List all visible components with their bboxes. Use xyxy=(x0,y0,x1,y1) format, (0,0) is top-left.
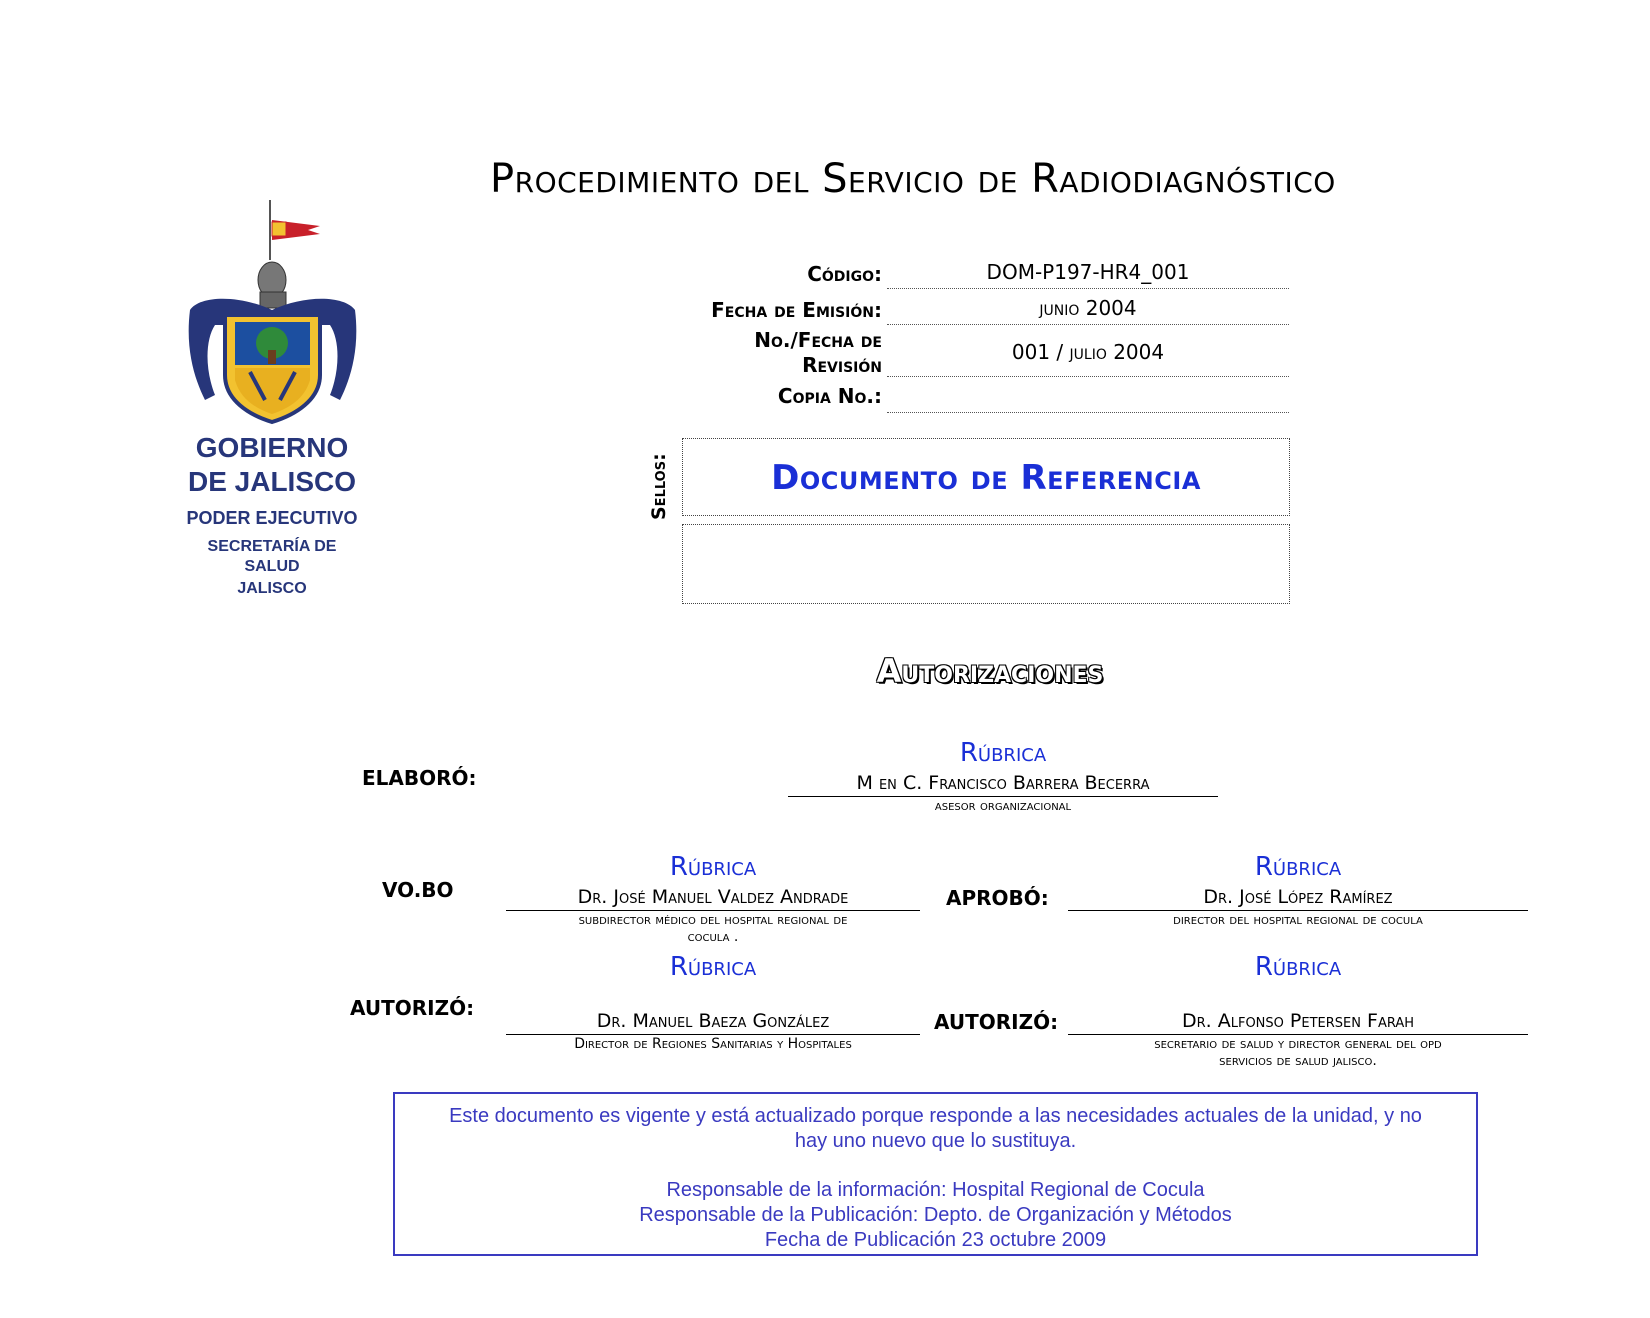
aprobo-signature-line xyxy=(1068,910,1528,911)
logo-text-poder-ejecutivo: PODER EJECUTIVO xyxy=(186,508,358,528)
autorizo-1-signature-line xyxy=(506,1034,920,1035)
government-logo xyxy=(180,200,370,610)
aprobo-name: Dr. José López Ramírez xyxy=(1203,886,1393,908)
aprobo-position: director del hospital regional de cocula xyxy=(1173,912,1423,928)
elaboro-name: M en C. Francisco Barrera Becerra xyxy=(856,772,1150,794)
elaboro-label: ELABORÓ: xyxy=(362,766,477,790)
autorizo-2-signature-line xyxy=(1068,1034,1528,1035)
elaboro-position: asesor organizacional xyxy=(934,798,1072,814)
logo-text-de-jalisco: DE JALISCO xyxy=(187,466,357,497)
logo-text-salud: SALUD xyxy=(244,558,300,575)
revision-underline xyxy=(887,376,1289,377)
coat-of-arms-icon xyxy=(180,200,370,425)
elaboro-rubrica: Rúbrica xyxy=(959,738,1047,768)
autorizo-2-position-line1: secretario de salud y director general del opd xyxy=(1154,1036,1442,1052)
autorizo-1-name: Dr. Manuel Baeza González xyxy=(596,1010,830,1032)
autorizo-1-rubrica: Rúbrica xyxy=(669,952,757,982)
revision-value: 001 / julio 2004 xyxy=(1011,340,1165,364)
fecha-emision-value: junio 2004 xyxy=(1039,296,1137,320)
revision-label-line2: Revisión xyxy=(802,353,882,377)
autorizo-2-name: Dr. Alfonso Petersen Farah xyxy=(1181,1010,1415,1032)
copia-underline xyxy=(887,412,1289,413)
codigo-label: Código: xyxy=(807,262,882,286)
aprobo-label: APROBÓ: xyxy=(946,886,1049,910)
notice-responsable-publicacion: Responsable de la Publicación: Depto. de Organización y Métodos xyxy=(639,1204,1232,1226)
autorizaciones-heading: Autorizaciones xyxy=(876,652,1104,690)
codigo-underline xyxy=(887,288,1289,289)
notice-line2: hay uno nuevo que lo sustituya. xyxy=(794,1130,1077,1152)
vobo-name: Dr. José Manuel Valdez Andrade xyxy=(577,886,849,908)
vobo-position-line1: subdirector médico del hospital regional de xyxy=(578,912,848,928)
autorizo-1-label: AUTORIZÓ: xyxy=(350,996,475,1020)
vobo-position-line2: cocula . xyxy=(687,929,739,945)
notice-responsable-info: Responsable de la información: Hospital Regional de Cocula xyxy=(666,1179,1205,1201)
fecha-emision-underline xyxy=(887,324,1289,325)
notice-line1: Este documento es vigente y está actualizado porque responde a las necesidades actuales de la unidad, y no xyxy=(449,1105,1422,1127)
elaboro-signature-line xyxy=(788,796,1218,797)
validity-notice-box xyxy=(393,1092,1478,1256)
autorizo-2-rubrica: Rúbrica xyxy=(1254,952,1342,982)
autorizo-2-label: AUTORIZÓ: xyxy=(934,1010,1059,1034)
sellos-label: Sellos: xyxy=(648,453,670,520)
autorizo-2-position-line2: servicios de salud jalisco. xyxy=(1219,1053,1377,1069)
vobo-label: VO.BO xyxy=(382,878,454,902)
logo-text-jalisco: JALISCO xyxy=(237,580,307,597)
aprobo-rubrica: Rúbrica xyxy=(1254,852,1342,882)
logo-text-gobierno: GOBIERNO xyxy=(195,432,349,463)
copia-label: Copia No.: xyxy=(777,384,882,408)
revision-label-line1: No./Fecha de xyxy=(754,328,882,352)
codigo-value: DOM-P197-HR4_001 xyxy=(986,260,1190,284)
autorizo-1-position: Director de Regiones Sanitarias y Hospitales xyxy=(574,1036,852,1052)
fecha-emision-label: Fecha de Emisión: xyxy=(711,298,882,322)
logo-text-secretaria: SECRETARÍA DE xyxy=(207,538,337,555)
documento-de-referencia: Documento de Referencia xyxy=(771,458,1201,498)
notice-spacer xyxy=(395,1154,1476,1178)
document-title: Procedimiento del Servicio de Radiodiagnóstico xyxy=(490,156,1336,202)
vobo-rubrica: Rúbrica xyxy=(669,852,757,882)
vobo-signature-line xyxy=(506,910,920,911)
notice-fecha-publicacion: Fecha de Publicación 23 octubre 2009 xyxy=(764,1229,1107,1251)
seal-box-bottom xyxy=(682,524,1290,604)
